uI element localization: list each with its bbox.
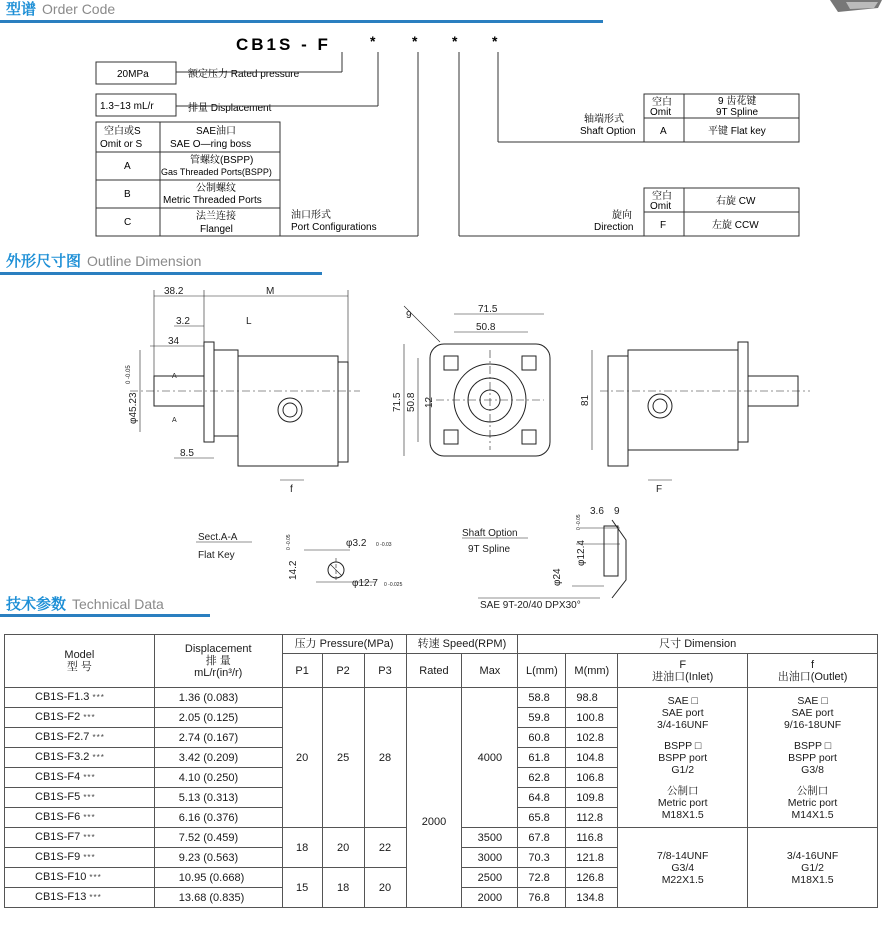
- dim-14-2-tol: 0 -0.05: [286, 534, 292, 550]
- rated-pressure-label: 额定压力 Rated pressure: [188, 69, 300, 80]
- dim-M-cell: 109.8: [566, 788, 618, 808]
- inlet-port-cell: [618, 828, 748, 908]
- code-star-4: *: [492, 33, 498, 49]
- dim-71-5-v: 71.5: [392, 392, 403, 412]
- dim-M-cell: 121.8: [566, 848, 618, 868]
- dim-81: 81: [580, 394, 591, 406]
- hdr-rated: Rated: [406, 654, 462, 688]
- model-name: CB1S-F10: [35, 871, 87, 883]
- dim-phi12-4-tol: 0 -0.05: [576, 514, 582, 530]
- port-line: M18X1.5: [661, 808, 704, 821]
- hdr-speed: 转速 Speed(RPM): [406, 635, 518, 654]
- dim-L-cell: 70.3: [518, 848, 566, 868]
- displacement-cell: 5.13 (0.313): [154, 788, 282, 808]
- pressure-p3: 20: [364, 868, 406, 908]
- model-cell: [5, 788, 155, 808]
- port-desc-1a: 管螺纹(BSPP): [190, 155, 254, 166]
- displacement-cell: 4.10 (0.250): [154, 768, 282, 788]
- port-desc-1b: Gas Threaded Ports(BSPP): [161, 167, 272, 177]
- dim-L: L: [246, 316, 252, 327]
- dim-phi24: φ24: [552, 568, 563, 586]
- code-star-1: *: [370, 33, 376, 49]
- dim-14-2: 14.2: [288, 560, 299, 580]
- outline-rule: [0, 272, 322, 275]
- flat-key-label: Flat Key: [198, 550, 235, 561]
- hdr-displacement: Displacement 排 量 mL/r(in³/r): [154, 635, 282, 688]
- model-cell: [5, 888, 155, 908]
- sect-A-bottom: A: [172, 417, 177, 424]
- port-line: G3/4: [671, 861, 695, 874]
- port-line: 3/4-16UNF: [786, 849, 839, 862]
- shaft-code-1: A: [660, 126, 667, 137]
- port-line: 公制口: [666, 784, 699, 797]
- pressure-p2: 18: [322, 868, 364, 908]
- order-code-title-cn: 型谱: [6, 1, 37, 18]
- displacement-cell: 9.23 (0.563): [154, 848, 282, 868]
- port-code-1: A: [124, 161, 131, 172]
- port-code-0a: 空白或S: [104, 126, 141, 137]
- outline-title: [6, 250, 201, 271]
- inlet-port-cell: [618, 688, 748, 828]
- tech-rule: [0, 614, 210, 617]
- shaft-desc-0a: 9 齿花键: [718, 96, 757, 107]
- port-line: 3/4-16UNF: [657, 718, 709, 731]
- code-prefix: CB1S - F: [236, 35, 331, 54]
- port-line: M22X1.5: [661, 873, 704, 886]
- hdr-p1: P1: [282, 654, 322, 688]
- direction-label-cn: 旋向: [612, 210, 632, 221]
- star-mark: ***: [89, 873, 102, 882]
- tech-body: [5, 688, 878, 908]
- dir-code-1: F: [660, 220, 667, 231]
- port-line: 7/8-14UNF: [657, 849, 709, 862]
- dim-71-5: 71.5: [478, 304, 498, 315]
- model-cell: [5, 768, 155, 788]
- model-name: CB1S-F2: [35, 711, 81, 723]
- dim-L-cell: 67.8: [518, 828, 566, 848]
- dim-8-5: 8.5: [180, 448, 194, 459]
- pressure-p3: 22: [364, 828, 406, 868]
- outlet-port-cell: [748, 688, 878, 828]
- pressure-p1: 20: [282, 688, 322, 828]
- model-name: CB1S-F13: [35, 891, 87, 903]
- port-line: BSPP port: [658, 751, 708, 764]
- displacement-label: 排量 Displacement: [188, 103, 272, 114]
- hdr-l: L(mm): [518, 654, 566, 688]
- port-desc-3b: Flangel: [200, 224, 233, 235]
- pressure-p1: 18: [282, 828, 322, 868]
- dim-9: 9: [406, 310, 412, 321]
- dim-phi12-4: φ12.4: [576, 540, 587, 566]
- port-desc-2b: Metric Threaded Ports: [163, 195, 262, 206]
- model-cell: [5, 828, 155, 848]
- dim-M-cell: 100.8: [566, 708, 618, 728]
- model-cell: [5, 868, 155, 888]
- dir-desc-0: 右旋 CW: [716, 196, 756, 207]
- star-mark: ***: [92, 693, 105, 702]
- star-mark: ***: [92, 733, 105, 742]
- dim-M-cell: 134.8: [566, 888, 618, 908]
- model-name: CB1S-F9: [35, 851, 81, 863]
- sect-label: Sect.A-A: [198, 532, 238, 543]
- rated-speed: 2000: [406, 688, 462, 908]
- dim-phi45: φ45.23: [128, 392, 139, 424]
- star-mark: ***: [92, 753, 105, 762]
- hdr-p2: P2: [322, 654, 364, 688]
- max-speed: 2500: [462, 868, 518, 888]
- dim-L-cell: 59.8: [518, 708, 566, 728]
- port-line: G3/8: [801, 763, 824, 776]
- spline-label: 9T Spline: [468, 544, 511, 555]
- dim-L-cell: 76.8: [518, 888, 566, 908]
- sae-spline-label: SAE 9T-20/40 DPX30°: [480, 600, 581, 610]
- dim-M-cell: 104.8: [566, 748, 618, 768]
- port-line: G1/2: [801, 861, 824, 874]
- hdr-model: Model 型 号: [5, 635, 155, 688]
- dim-M-cell: 126.8: [566, 868, 618, 888]
- outline-drawing: [0, 280, 882, 610]
- dim-L-cell: 62.8: [518, 768, 566, 788]
- dim-M: M: [266, 286, 275, 297]
- port-code-2: B: [124, 189, 131, 200]
- dim-phi12-7-tol: 0 -0.025: [384, 582, 403, 588]
- dim-38-2: 38.2: [164, 286, 184, 297]
- order-code-diagram: [0, 22, 882, 238]
- outline-title-en: Outline Dimension: [87, 253, 202, 269]
- dim-M-cell: 112.8: [566, 808, 618, 828]
- port-line: BSPP □: [794, 739, 832, 752]
- displacement-cell: 6.16 (0.376): [154, 808, 282, 828]
- model-cell: [5, 748, 155, 768]
- dim-phi3-2-tol: 0 -0.03: [376, 542, 392, 548]
- displacement-cell: 3.42 (0.209): [154, 748, 282, 768]
- port-line: M18X1.5: [791, 873, 834, 886]
- dir-code-0b: Omit: [650, 201, 672, 212]
- port-line: 9/16-18UNF: [783, 718, 842, 731]
- port-line: BSPP port: [788, 751, 837, 764]
- dim-3-6: 3.6: [590, 506, 604, 517]
- star-mark: ***: [83, 773, 96, 782]
- dim-f: f: [290, 484, 293, 495]
- outline-title-cn: 外形尺寸图: [6, 253, 82, 270]
- shaft-label-en: Shaft Option: [580, 126, 636, 137]
- model-cell: [5, 708, 155, 728]
- dim-M-cell: 98.8: [566, 688, 618, 708]
- dim-3-2: 3.2: [176, 316, 190, 327]
- port-gap: [618, 776, 747, 785]
- hdr-dimension: 尺寸 Dimension: [518, 635, 878, 654]
- star-mark: ***: [83, 853, 96, 862]
- dim-L-cell: 64.8: [518, 788, 566, 808]
- rated-pressure-value: 20MPa: [117, 69, 149, 80]
- port-line: M14X1.5: [791, 808, 834, 821]
- code-star-3: *: [452, 33, 458, 49]
- model-name: CB1S-F5: [35, 791, 81, 803]
- dim-phi12-7: φ12.7: [352, 578, 378, 589]
- port-gap: [618, 731, 747, 740]
- port-code-3: C: [124, 217, 132, 228]
- dim-L-cell: 72.8: [518, 868, 566, 888]
- star-mark: ***: [83, 793, 96, 802]
- port-line: SAE □: [797, 694, 828, 707]
- pressure-p2: 25: [322, 688, 364, 828]
- port-line: BSPP □: [664, 739, 702, 752]
- displacement-cell: 2.05 (0.125): [154, 708, 282, 728]
- dim-F: F: [656, 484, 663, 495]
- model-name: CB1S-F7: [35, 831, 81, 843]
- rear-view: [592, 342, 810, 480]
- pressure-p1: 15: [282, 868, 322, 908]
- tech-title: [6, 593, 164, 614]
- code-star-2: *: [412, 33, 418, 49]
- port-label-cn: 油口形式: [291, 210, 331, 221]
- shaft-desc-0b: 9T Spline: [716, 107, 759, 118]
- dim-12: 12: [424, 396, 435, 408]
- dir-code-0a: 空白: [652, 191, 672, 202]
- port-code-0b: Omit or S: [100, 139, 143, 150]
- dim-M-cell: 106.8: [566, 768, 618, 788]
- port-line: Metric port: [787, 796, 838, 809]
- port-gap: [748, 776, 877, 785]
- tech-title-cn: 技术参数: [6, 596, 67, 613]
- max-speed: 3500: [462, 828, 518, 848]
- model-name: CB1S-F6: [35, 811, 81, 823]
- hdr-inlet: F 进油口(Inlet): [618, 654, 748, 688]
- outlet-port-cell: [748, 828, 878, 908]
- model-cell: [5, 808, 155, 828]
- max-speed: 2000: [462, 888, 518, 908]
- dim-L-cell: 61.8: [518, 748, 566, 768]
- hdr-p3: P3: [364, 654, 406, 688]
- port-desc-3a: 法兰连接: [196, 211, 236, 222]
- model-cell: [5, 688, 155, 708]
- hdr-outlet: f 出油口(Outlet): [748, 654, 878, 688]
- port-line: SAE port: [791, 706, 834, 719]
- model-name: CB1S-F2.7: [35, 731, 90, 743]
- dim-L-cell: 58.8: [518, 688, 566, 708]
- dim-L-cell: 65.8: [518, 808, 566, 828]
- star-mark: ***: [89, 893, 102, 902]
- displacement-cell: 10.95 (0.668): [154, 868, 282, 888]
- model-name: CB1S-F1.3: [35, 691, 90, 703]
- shaft-code-0b: Omit: [650, 107, 672, 118]
- model-cell: [5, 848, 155, 868]
- dim-50-8-v: 50.8: [406, 392, 417, 412]
- shaft-code-0a: 空白: [652, 97, 672, 108]
- port-desc-2a: 公制螺纹: [196, 183, 236, 194]
- dim-phi45-tol: 0 -0.05: [126, 365, 132, 384]
- displacement-cell: 7.52 (0.459): [154, 828, 282, 848]
- dim-L-cell: 60.8: [518, 728, 566, 748]
- dim-M-cell: 116.8: [566, 828, 618, 848]
- max-speed: 3000: [462, 848, 518, 868]
- pressure-p3: 28: [364, 688, 406, 828]
- port-line: 公制口: [796, 784, 829, 797]
- displacement-cell: 13.68 (0.835): [154, 888, 282, 908]
- sect-A-top: A: [172, 373, 177, 380]
- dim-phi3-2: φ3.2: [346, 538, 367, 549]
- dim-M-cell: 102.8: [566, 728, 618, 748]
- port-label-en: Port Configurations: [291, 222, 377, 233]
- direction-label-en: Direction: [594, 222, 634, 233]
- shaft-option-label: Shaft Option: [462, 528, 518, 539]
- shaft-desc-1: 平键 Flat key: [708, 126, 766, 137]
- star-mark: ***: [83, 833, 96, 842]
- model-name: CB1S-F3.2: [35, 751, 90, 763]
- hdr-pressure: 压力 Pressure(MPa): [282, 635, 406, 654]
- port-line: Metric port: [657, 796, 708, 809]
- product-thumbnail: [818, 0, 882, 12]
- port-desc-0b: SAE O—ring boss: [170, 139, 252, 150]
- hdr-max: Max: [462, 654, 518, 688]
- shaft-label-cn: 轴端形式: [584, 114, 624, 125]
- hdr-m: M(mm): [566, 654, 618, 688]
- tech-table: [4, 634, 878, 908]
- port-line: SAE □: [667, 694, 698, 707]
- side-view: [130, 290, 360, 480]
- port-line: SAE port: [661, 706, 704, 719]
- order-code-title-en: Order Code: [42, 1, 116, 17]
- tech-title-en: Technical Data: [72, 596, 164, 612]
- max-speed: 4000: [462, 688, 518, 828]
- port-gap: [748, 731, 877, 740]
- table-row: [5, 688, 878, 708]
- displacement-cell: 1.36 (0.083): [154, 688, 282, 708]
- dir-desc-1: 左旋 CCW: [712, 220, 759, 231]
- port-line: G1/2: [671, 763, 695, 776]
- displacement-cell: 2.74 (0.167): [154, 728, 282, 748]
- pressure-p2: 20: [322, 828, 364, 868]
- dim-50-8: 50.8: [476, 322, 496, 333]
- order-code-title: [6, 0, 115, 19]
- model-name: CB1S-F4: [35, 771, 81, 783]
- dim-9b: 9: [614, 506, 620, 517]
- star-mark: ***: [83, 813, 96, 822]
- star-mark: ***: [83, 713, 96, 722]
- displacement-value: 1.3~13 mL/r: [100, 101, 154, 112]
- model-cell: [5, 728, 155, 748]
- port-desc-0a: SAE油口: [196, 126, 237, 137]
- dim-34: 34: [168, 336, 180, 347]
